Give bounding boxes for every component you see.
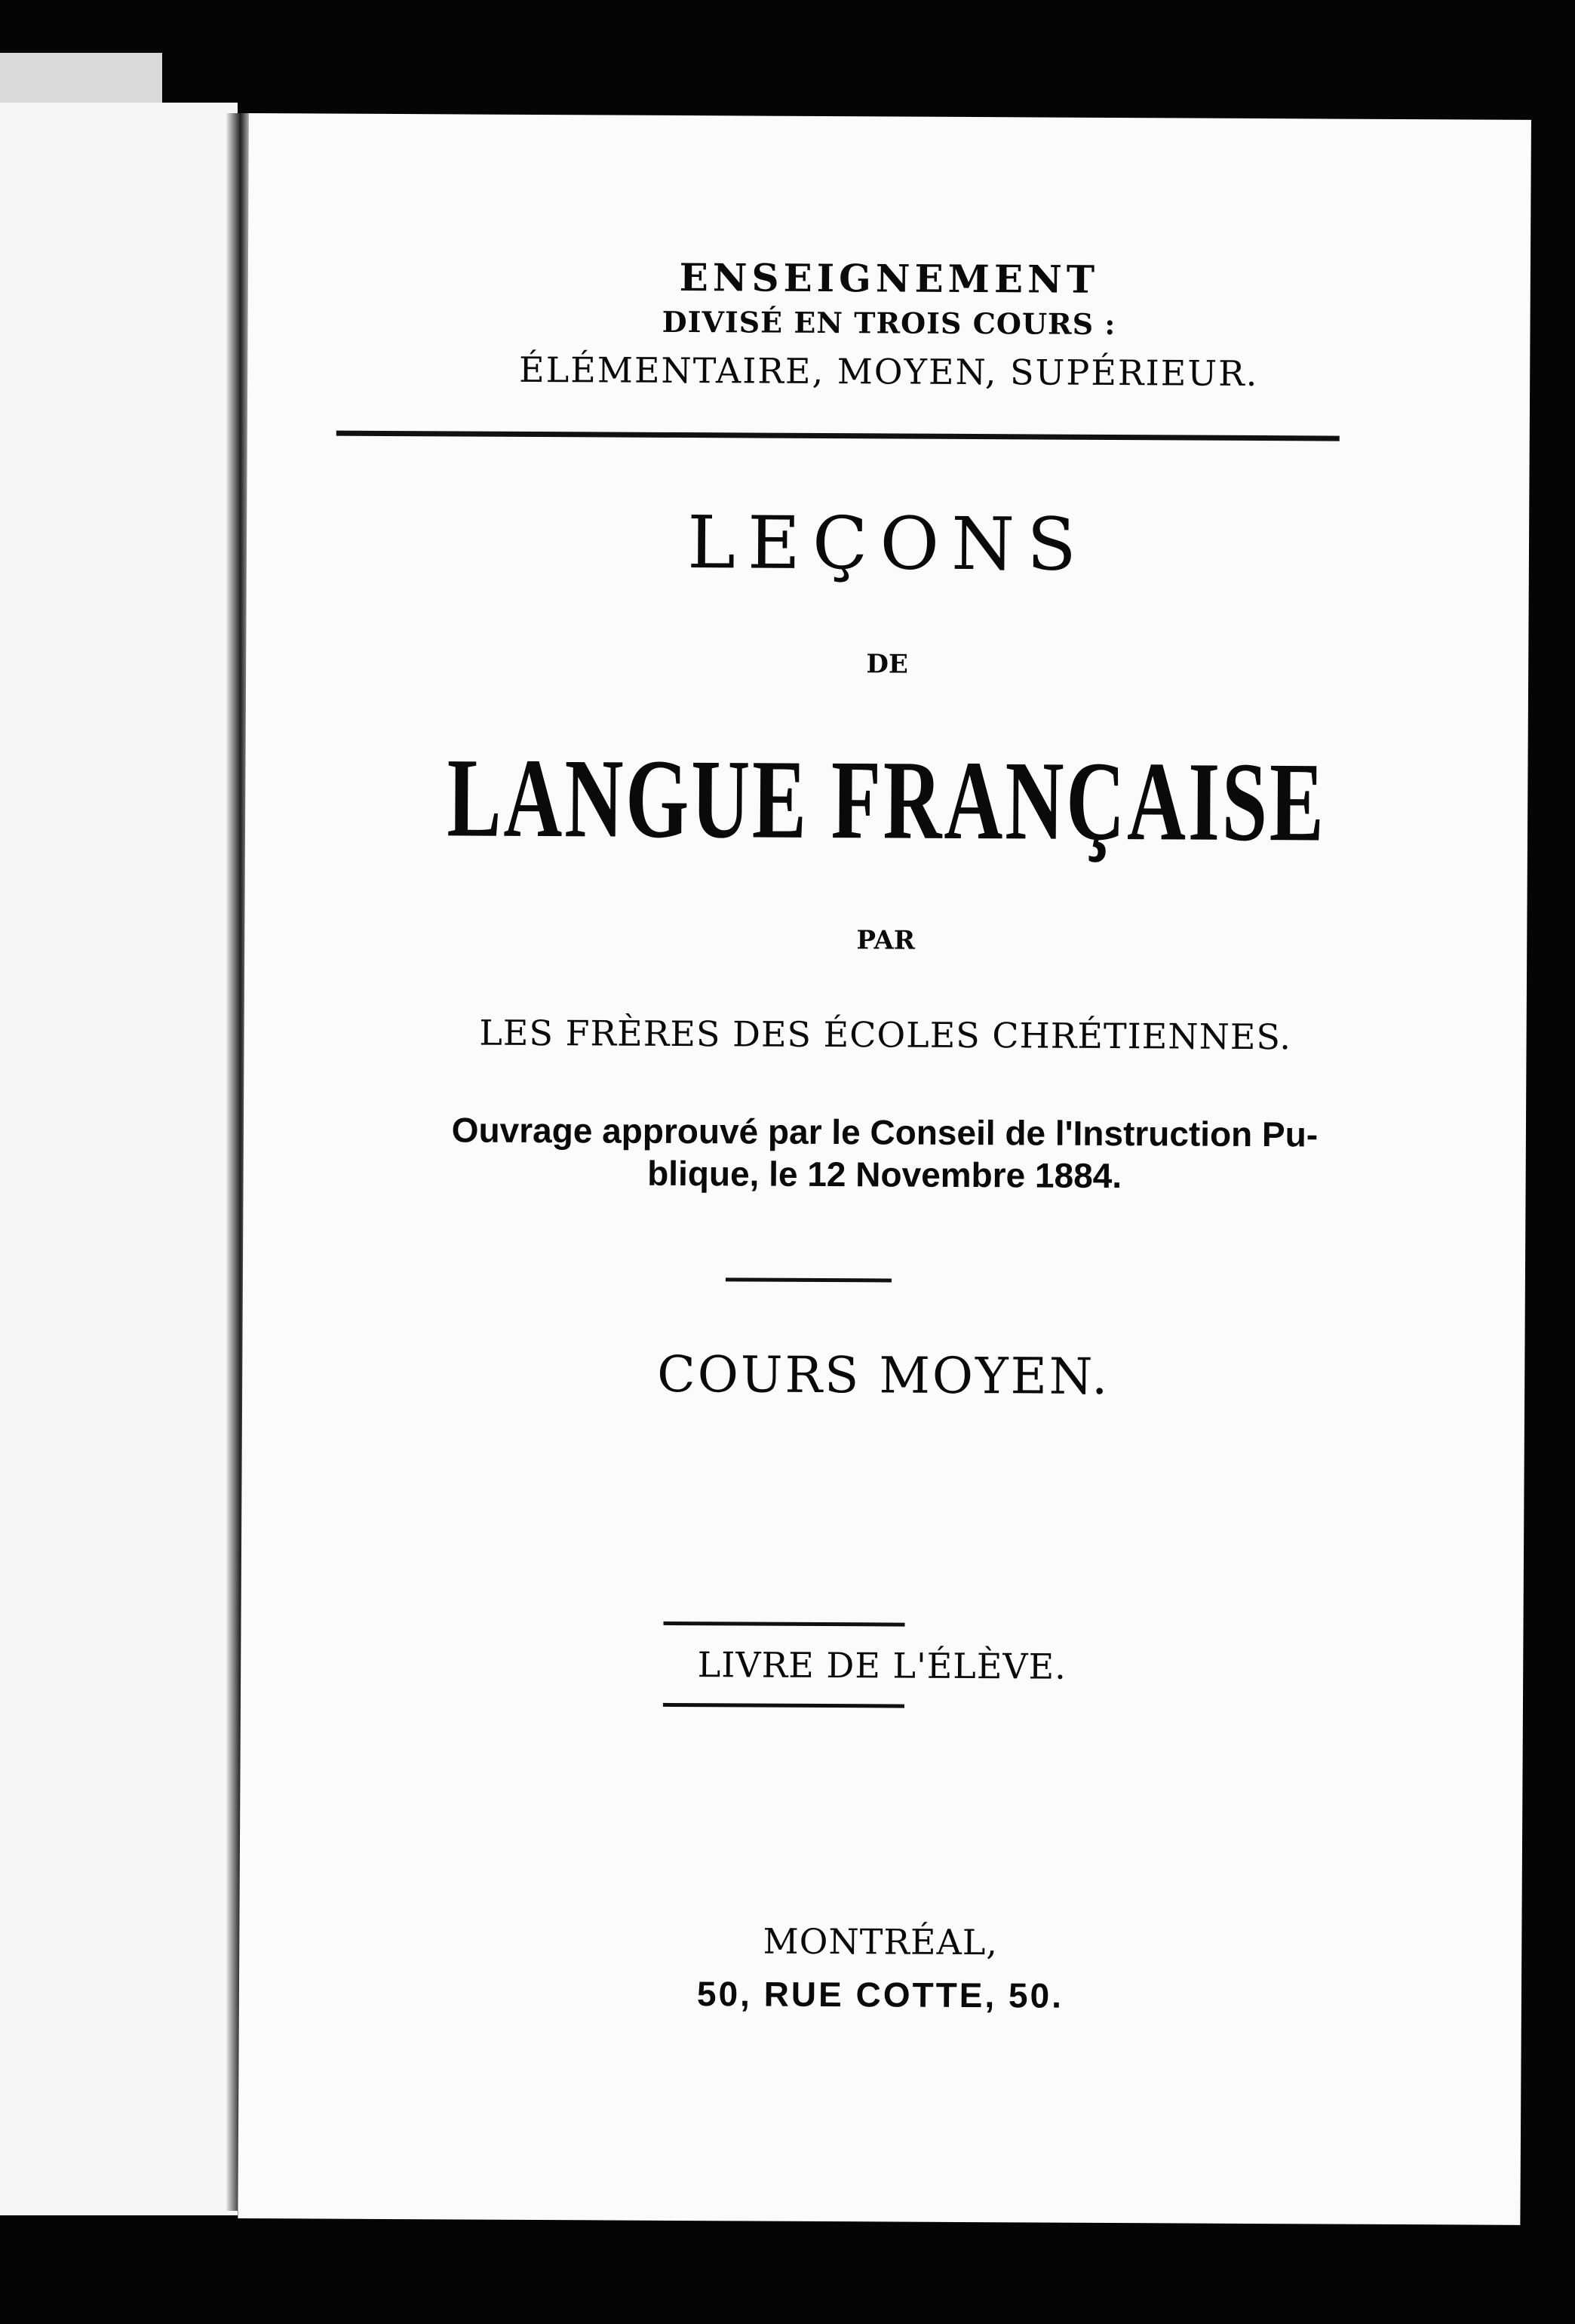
approval-note bbox=[244, 1108, 1527, 1199]
title-page bbox=[238, 113, 1531, 2225]
publisher-address: 50, RUE COTTE, 50. bbox=[696, 1974, 1064, 2015]
authors: LES FRÈRES DES ÉCOLES CHRÉTIENNES. bbox=[479, 1012, 1292, 1058]
series-heading: ENSEIGNEMENT bbox=[679, 254, 1100, 302]
course-levels: ÉLÉMENTAIRE, MOYEN, SUPÉRIEUR. bbox=[518, 349, 1259, 395]
left-page bbox=[0, 103, 238, 2215]
title-de: DE bbox=[866, 649, 908, 680]
approval-line-2: blique, le 12 Novembre 1884. bbox=[647, 1153, 1122, 1196]
series-subheading: DIVISÉ EN TROIS COURS : bbox=[662, 304, 1116, 342]
approval-line-1: Ouvrage approuvé par le Conseil de l'Instruction Pu- bbox=[451, 1110, 1319, 1154]
middle-divider bbox=[726, 1277, 892, 1282]
main-title: LANGUE FRANÇAISE bbox=[447, 735, 1327, 865]
edition-rule-top bbox=[664, 1622, 905, 1627]
edition-label: LIVRE DE L'ÉLÈVE. bbox=[697, 1644, 1067, 1687]
title-par: PAR bbox=[856, 925, 916, 956]
publisher-city: MONTRÉAL, bbox=[763, 1920, 999, 1963]
edition-rule-bottom bbox=[663, 1703, 904, 1708]
top-divider bbox=[336, 431, 1340, 441]
previous-page-edge bbox=[0, 53, 162, 103]
title-lecons: LEÇONS bbox=[686, 500, 1089, 587]
course-name: COURS MOYEN. bbox=[657, 1345, 1110, 1406]
